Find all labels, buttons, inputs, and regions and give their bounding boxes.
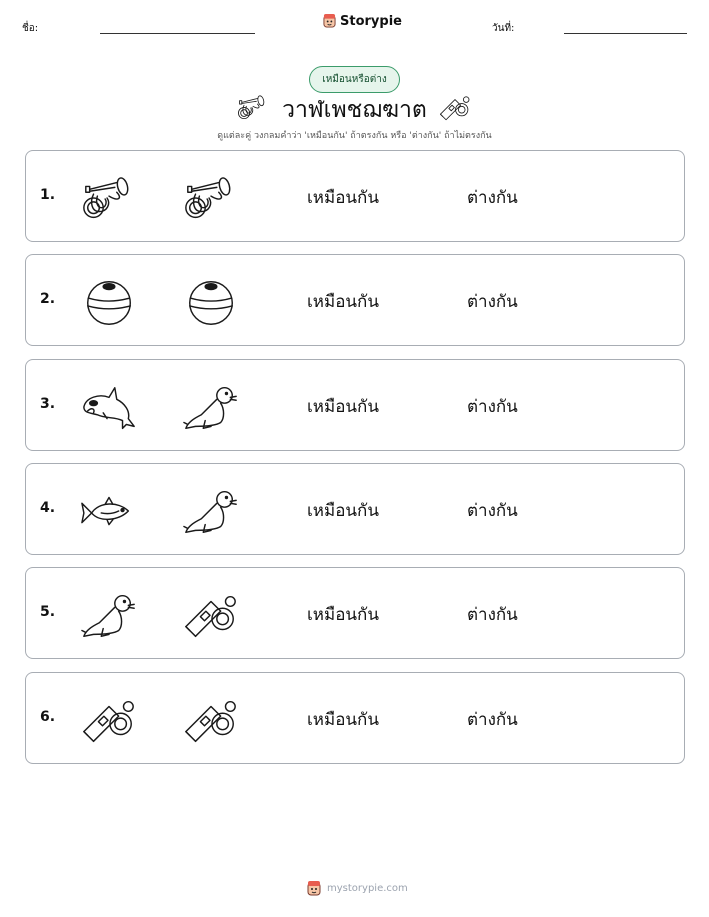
seal-icon	[80, 590, 138, 642]
exercise-row	[25, 672, 685, 764]
exercise-row	[25, 567, 685, 659]
same-option[interactable]: เหมือนกัน	[307, 397, 379, 417]
date-line[interactable]	[564, 33, 687, 34]
same-option[interactable]: เหมือนกัน	[307, 292, 379, 312]
date-label: วันที่:	[492, 23, 515, 34]
brand	[323, 13, 402, 29]
different-option[interactable]: ต่างกัน	[467, 397, 518, 417]
seal-icon	[182, 486, 240, 538]
exercise-row	[25, 463, 685, 555]
page-title: วาฬเพชฌฆาต	[282, 97, 427, 123]
seal-icon	[182, 382, 240, 434]
exercise-row	[25, 254, 685, 346]
name-label: ชื่อ:	[22, 23, 39, 34]
whistle-icon	[182, 590, 240, 642]
topic-badge: เหมือนหรือต่าง	[309, 66, 400, 93]
whistle-icon	[438, 94, 472, 122]
same-option[interactable]: เหมือนกัน	[307, 605, 379, 625]
row-number: 4.	[40, 500, 56, 516]
brand-name: Storypie	[340, 13, 402, 29]
row-number: 5.	[40, 604, 56, 620]
footer-url: mystorypie.com	[327, 883, 408, 894]
different-option[interactable]: ต่างกัน	[467, 605, 518, 625]
same-option[interactable]: เหมือนกัน	[307, 710, 379, 730]
same-option[interactable]: เหมือนกัน	[307, 188, 379, 208]
ball-icon	[80, 277, 138, 329]
different-option[interactable]: ต่างกัน	[467, 710, 518, 730]
exercise-row	[25, 359, 685, 451]
storypie-logo-icon	[307, 880, 321, 897]
exercise-row	[25, 150, 685, 242]
instructions: ดูแต่ละคู่ วงกลมคำว่า 'เหมือนกัน' ถ้าตรงกัน หรือ 'ต่างกัน' ถ้าไม่ตรงกัน	[217, 131, 492, 141]
trumpet-icon	[182, 173, 240, 225]
whistle-icon	[80, 695, 138, 747]
footer	[307, 880, 408, 897]
title-row	[0, 92, 709, 124]
row-number: 3.	[40, 396, 56, 412]
row-number: 2.	[40, 291, 56, 307]
fish-icon	[80, 486, 138, 538]
different-option[interactable]: ต่างกัน	[467, 188, 518, 208]
orca-icon	[80, 382, 138, 434]
trumpet-icon	[80, 173, 138, 225]
whistle-icon	[182, 695, 240, 747]
row-number: 6.	[40, 709, 56, 725]
ball-icon	[182, 277, 240, 329]
same-option[interactable]: เหมือนกัน	[307, 501, 379, 521]
different-option[interactable]: ต่างกัน	[467, 292, 518, 312]
storypie-logo-icon	[323, 13, 336, 29]
name-line[interactable]	[100, 33, 255, 34]
row-number: 1.	[40, 187, 56, 203]
different-option[interactable]: ต่างกัน	[467, 501, 518, 521]
